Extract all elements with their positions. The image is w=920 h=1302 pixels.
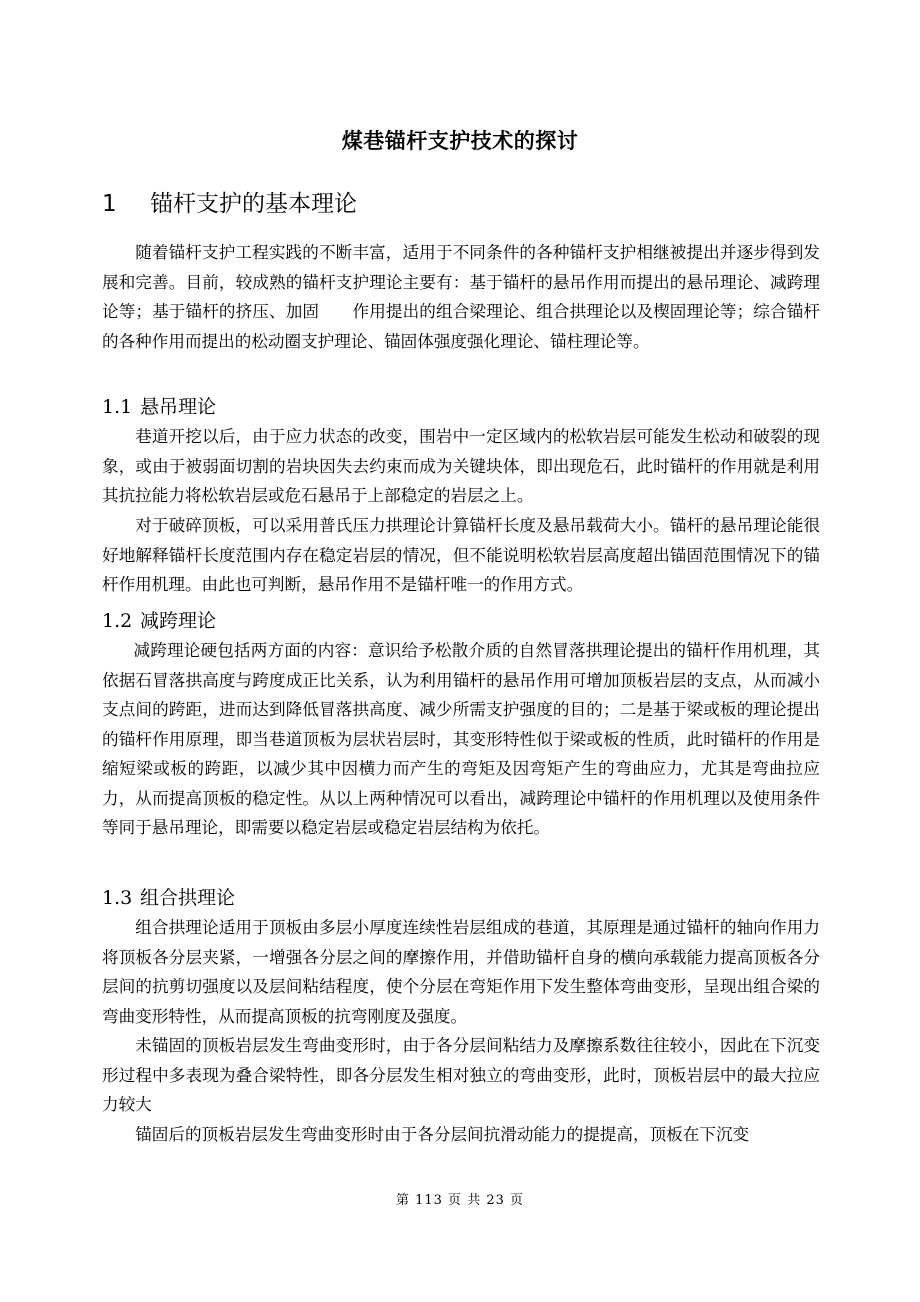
paragraph-1-3-b: 未锚固的顶板岩层发生弯曲变形时，由于各分层间粘结力及摩擦系数往往较小，因此在下沉变形过程中多表现为叠合梁特性，即各分层发生相对独立的弯曲变形，此时，顶板岩层中的最大拉应力较大 [102, 1036, 820, 1114]
document-title: 煤巷锚杆支护技术的探讨 [341, 129, 579, 153]
intro-paragraph: 随着锚杆支护工程实践的不断丰富，适用于不同条件的各种锚杆支护相继被提出并逐步得到发展和完善。目前，较成熟的锚杆支护理论主要有：基于锚杆的悬吊作用而提出的悬吊理论、减跨理论等；基于锚杆的挤压、加固 作用提出的组合梁理论、组合拱理论以及楔固理论等；综合锚杆的各种作用而提出的松动圈支护理论、锚固体强度强化理论、锚柱理论等。 [102, 243, 820, 351]
subsection-number: 1.1 [102, 396, 133, 418]
page-footer: 第 113 页 共 23 页 [395, 1193, 525, 1208]
paragraph-1-3-a: 组合拱理论适用于顶板由多层小厚度连续性岩层组成的巷道，其原理是通过锚杆的轴向作用力将顶板各分层夹紧，一增强各分层之间的摩擦作用，并借助锚杆自身的横向承载能力提高顶板各分层间的抗剪切强度以及层间粘结程度，使个分层在弯矩作用下发生整体弯曲变形，呈现出组合梁的弯曲变形特性，从而提高顶板的抗弯刚度及强度。 [102, 918, 820, 1026]
section-heading-1 [102, 185, 357, 218]
subsection-title: 组合拱理论 [140, 887, 236, 909]
subsection-title: 悬吊理论 [140, 396, 217, 418]
subsection-heading-1-1 [102, 392, 216, 419]
subsection-heading-1-3 [102, 883, 235, 910]
paragraph-1-2: 减跨理论硬包括两方面的内容：意识给予松散介质的自然冒落拱理论提出的锚杆作用机理，其依据石冒落拱高度与跨度成正比关系，认为利用锚杆的悬吊作用可增加顶板岩层的支点，从而减小支点间的跨距，进而达到降低冒落拱高度、减少所需支护强度的目的；二是基于梁或板的理论提出的锚杆作用原理，即当巷道顶板为层状岩层时，其变形特性似于梁或板的性质，此时锚杆的作用是缩短梁或板的跨距，以减少其中因横力而产生的弯矩及因弯矩产生的弯曲应力，尤其是弯曲拉应力，从而提高顶板的稳定性。从以上两种情况可以看出，减跨理论中锚杆的作用机理以及使用条件等同于悬吊理论，即需要以稳定岩层或稳定岩层结构为依托。 [102, 641, 820, 837]
paragraph-1-3-c: 锚固后的顶板岩层发生弯曲变形时由于各分层间抗滑动能力的提提高，顶板在下沉变 [135, 1125, 750, 1144]
section-number: 1 [102, 191, 117, 217]
paragraph-1-1-a: 巷道开挖以后，由于应力状态的改变，围岩中一定区域内的松软岩层可能发生松动和破裂的现象，或由于被弱面切割的岩块因失去约束而成为关键块体，即出现危石，此时锚杆的作用就是利用其抗拉能力将松软岩层或危石悬吊于上部稳定的岩层之上。 [102, 427, 820, 505]
section-title: 锚杆支护的基本理论 [150, 191, 357, 217]
subsection-title: 减跨理论 [140, 610, 217, 632]
subsection-number: 1.2 [102, 610, 133, 632]
paragraph-1-1-b: 对于破碎顶板，可以采用普氏压力拱理论计算锚杆长度及悬吊载荷大小。锚杆的悬吊理论能很好地解释锚杆长度范围内存在稳定岩层的情况，但不能说明松软岩层高度超出锚固范围情况下的锚杆作用机理。由此也可判断，悬吊作用不是锚杆唯一的作用方式。 [102, 516, 820, 594]
subsection-number: 1.3 [102, 887, 133, 909]
subsection-heading-1-2 [102, 606, 216, 633]
